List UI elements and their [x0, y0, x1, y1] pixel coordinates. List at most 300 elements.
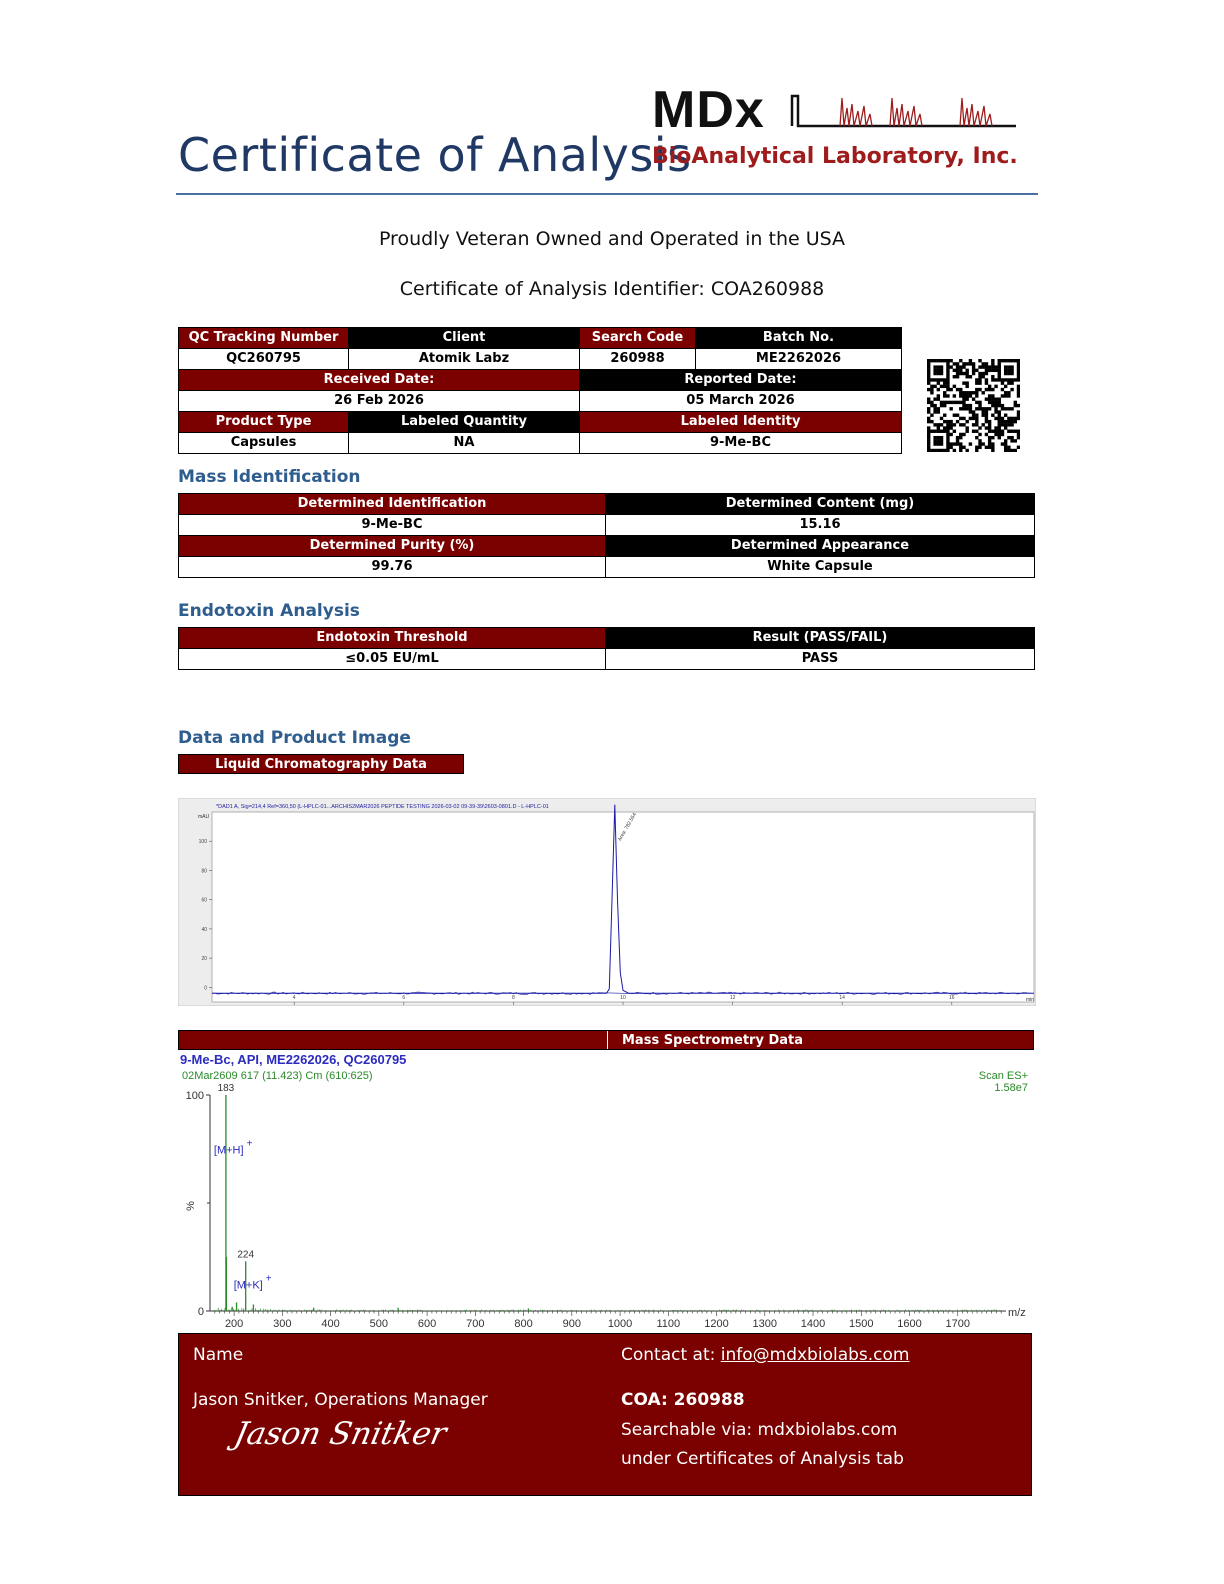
qr-module	[937, 436, 940, 439]
qr-module	[998, 401, 1001, 404]
qr-module	[930, 449, 933, 452]
qr-module	[985, 362, 988, 365]
labeled-quantity-label: Labeled Quantity	[349, 412, 580, 433]
ms-x-tick-label: 1400	[800, 1318, 826, 1330]
qr-module	[956, 442, 959, 445]
qr-module	[978, 401, 981, 404]
reported-date-value: 05 March 2026	[580, 391, 902, 412]
qr-module	[988, 385, 991, 388]
qr-module	[972, 417, 975, 420]
mass-identification-heading: Mass Identification	[178, 467, 361, 487]
qr-module	[972, 365, 975, 368]
coa-identifier: Certificate of Analysis Identifier: COA260988	[399, 278, 825, 300]
qr-module	[988, 401, 991, 404]
qr-module	[1010, 359, 1013, 362]
qr-module	[994, 407, 997, 410]
qr-module	[949, 359, 952, 362]
qr-module	[943, 449, 946, 452]
qr-module	[927, 410, 930, 413]
qr-module	[1007, 372, 1010, 375]
qr-module	[946, 394, 949, 397]
qr-module	[937, 423, 940, 426]
qr-module	[965, 391, 968, 394]
qr-module	[962, 365, 965, 368]
qr-module	[985, 407, 988, 410]
ms-x-tick-label: 700	[466, 1318, 485, 1330]
qr-module	[956, 372, 959, 375]
qr-module	[940, 359, 943, 362]
qr-module	[985, 410, 988, 413]
qr-module	[988, 442, 991, 445]
qr-module	[991, 394, 994, 397]
determined-content-value: 15.16	[606, 515, 1035, 536]
qr-module	[978, 446, 981, 449]
qr-module	[978, 378, 981, 381]
qr-module	[959, 436, 962, 439]
qr-module	[985, 426, 988, 429]
qr-module	[956, 388, 959, 391]
qr-module	[985, 372, 988, 375]
qr-module	[953, 369, 956, 372]
qr-module	[1017, 404, 1020, 407]
qr-module	[927, 439, 930, 442]
qr-module	[953, 423, 956, 426]
ms-y-axis-label: %	[185, 1201, 197, 1211]
qr-module	[978, 433, 981, 436]
ms-y-tick-label: 100	[185, 1090, 204, 1102]
qr-module	[1017, 385, 1020, 388]
lc-chromatogram-chart	[178, 798, 1036, 1006]
contact-line	[621, 1345, 909, 1365]
qr-module	[1001, 417, 1004, 420]
qr-module	[991, 442, 994, 445]
qr-module	[1007, 394, 1010, 397]
qr-module	[965, 449, 968, 452]
qr-module	[1004, 394, 1007, 397]
qr-module	[930, 385, 933, 388]
qr-module	[946, 378, 949, 381]
qr-module	[1010, 423, 1013, 426]
qr-module	[927, 401, 930, 404]
qr-module	[1017, 394, 1020, 397]
ms-x-tick-label: 600	[417, 1318, 437, 1330]
qr-module	[998, 365, 1001, 368]
qr-module	[975, 423, 978, 426]
qr-module	[959, 446, 962, 449]
lc-x-tick-label: 14	[839, 995, 845, 1001]
qr-module	[1001, 394, 1004, 397]
qr-module	[933, 404, 936, 407]
qr-module	[988, 420, 991, 423]
qr-module	[959, 407, 962, 410]
qr-module	[1001, 381, 1004, 384]
qr-module	[1001, 442, 1004, 445]
qr-module	[962, 394, 965, 397]
sample-info-table	[178, 327, 902, 454]
qr-module	[937, 365, 940, 368]
qr-module	[982, 442, 985, 445]
ms-x-tick-label: 1700	[945, 1318, 970, 1330]
coa-number: COA: 260988	[621, 1390, 745, 1410]
qr-module	[927, 446, 930, 449]
ms-x-tick-label: 1100	[656, 1318, 681, 1330]
qr-module	[933, 378, 936, 381]
qr-module	[1010, 430, 1013, 433]
qr-module	[988, 436, 991, 439]
qr-module	[956, 362, 959, 365]
qr-module	[975, 436, 978, 439]
endotoxin-threshold-label: Endotoxin Threshold	[179, 628, 606, 649]
qr-module	[1017, 430, 1020, 433]
qr-module	[969, 362, 972, 365]
qr-module	[927, 362, 930, 365]
qr-module	[1017, 436, 1020, 439]
qr-module	[1010, 378, 1013, 381]
qr-module	[988, 423, 991, 426]
ms-x-tick-label: 800	[514, 1318, 533, 1330]
signer-name: Jason Snitker, Operations Manager	[193, 1390, 488, 1410]
qr-module	[959, 359, 962, 362]
qr-module	[943, 381, 946, 384]
batch-label: Batch No.	[696, 328, 902, 349]
qr-module	[972, 369, 975, 372]
qr-module	[988, 394, 991, 397]
qr-module	[1001, 420, 1004, 423]
qr-module	[943, 385, 946, 388]
qr-module	[959, 372, 962, 375]
qr-module	[949, 365, 952, 368]
qr-module	[962, 404, 965, 407]
qr-module	[943, 420, 946, 423]
qr-module	[975, 407, 978, 410]
qr-module	[1014, 359, 1017, 362]
qr-module	[949, 407, 952, 410]
qr-module	[998, 430, 1001, 433]
qr-module	[969, 359, 972, 362]
ms-x-tick-label: 300	[273, 1318, 292, 1330]
qr-module	[969, 442, 972, 445]
lc-y-tick-label: 0	[204, 985, 207, 992]
qr-module	[975, 417, 978, 420]
qr-module	[978, 442, 981, 445]
lc-x-unit: min	[1026, 997, 1035, 1003]
qr-module	[953, 362, 956, 365]
qr-module	[940, 372, 943, 375]
qr-module	[930, 414, 933, 417]
qr-module	[940, 449, 943, 452]
qr-module	[969, 394, 972, 397]
batch-value: ME2262026	[696, 349, 902, 370]
qr-module	[927, 430, 930, 433]
qr-module	[956, 369, 959, 372]
qr-module	[927, 397, 930, 400]
determined-appearance-label: Determined Appearance	[606, 536, 1035, 557]
qr-module	[998, 414, 1001, 417]
qr-module	[933, 397, 936, 400]
endotoxin-result-value: PASS	[606, 649, 1035, 670]
coa-tab-hint: under Certificates of Analysis tab	[621, 1449, 904, 1469]
lc-y-unit: mAU	[198, 814, 210, 820]
qr-module	[998, 417, 1001, 420]
qr-module	[998, 426, 1001, 429]
ms-x-tick-label: 1000	[607, 1318, 633, 1330]
lc-x-tick-label: 8	[512, 995, 515, 1001]
qr-module	[982, 423, 985, 426]
qr-module	[937, 372, 940, 375]
qr-module	[998, 420, 1001, 423]
qr-module	[956, 401, 959, 404]
qr-module	[930, 430, 933, 433]
qr-module	[962, 423, 965, 426]
qr-module	[1007, 381, 1010, 384]
qr-module	[930, 391, 933, 394]
qr-module	[1010, 388, 1013, 391]
qr-module	[946, 401, 949, 404]
qr-module	[978, 375, 981, 378]
qr-module	[1007, 449, 1010, 452]
qr-module	[985, 388, 988, 391]
qr-module	[946, 433, 949, 436]
qr-module	[1010, 436, 1013, 439]
qr-module	[1001, 407, 1004, 410]
qr-module	[975, 430, 978, 433]
qr-module	[930, 401, 933, 404]
qr-module	[1004, 439, 1007, 442]
qr-module	[985, 417, 988, 420]
logo-chromatogram-icon	[790, 86, 1020, 132]
qr-module	[991, 449, 994, 452]
qr-module	[991, 369, 994, 372]
determined-appearance-value: White Capsule	[606, 557, 1035, 578]
qr-module	[965, 407, 968, 410]
qr-module	[1004, 385, 1007, 388]
qr-module	[953, 430, 956, 433]
qr-module	[985, 414, 988, 417]
qr-module	[1004, 365, 1007, 368]
qr-module	[991, 388, 994, 391]
qr-module	[975, 381, 978, 384]
qr-module	[965, 385, 968, 388]
qr-module	[962, 391, 965, 394]
qr-module	[998, 423, 1001, 426]
qr-module	[946, 388, 949, 391]
qr-module	[975, 391, 978, 394]
qr-module	[988, 397, 991, 400]
qr-module	[940, 369, 943, 372]
qr-module	[1014, 430, 1017, 433]
qr-module	[943, 378, 946, 381]
lc-data-label: Liquid Chromatography Data	[178, 754, 464, 774]
qr-module	[978, 439, 981, 442]
qr-module	[930, 388, 933, 391]
reported-date-label: Reported Date:	[580, 370, 902, 391]
qr-module	[933, 410, 936, 413]
endotoxin-result-label: Result (PASS/FAIL)	[606, 628, 1035, 649]
qr-module	[933, 385, 936, 388]
qr-module	[937, 359, 940, 362]
qr-module	[998, 397, 1001, 400]
qr-module	[972, 410, 975, 413]
qr-module	[930, 359, 933, 362]
qr-module	[965, 404, 968, 407]
ms-chart-subtitle: 02Mar2609 617 (11.423) Cm (610:625)	[182, 1070, 373, 1082]
qr-module	[940, 430, 943, 433]
qr-module	[994, 365, 997, 368]
qr-module	[982, 375, 985, 378]
qr-module	[965, 369, 968, 372]
qr-module	[1007, 391, 1010, 394]
qr-module	[933, 430, 936, 433]
qr-module	[949, 426, 952, 429]
qr-module	[962, 401, 965, 404]
qr-module	[969, 391, 972, 394]
qr-module	[998, 433, 1001, 436]
ms-y-tick-label: 0	[197, 1306, 204, 1318]
qr-module	[962, 446, 965, 449]
qr-module	[985, 420, 988, 423]
labeled-identity-value: 9-Me-BC	[580, 433, 902, 454]
qr-module	[949, 401, 952, 404]
qr-module	[972, 372, 975, 375]
qr-module	[933, 369, 936, 372]
qr-module	[978, 404, 981, 407]
qr-module	[988, 365, 991, 368]
qr-module	[1017, 446, 1020, 449]
qr-module	[927, 433, 930, 436]
qr-module	[937, 407, 940, 410]
qr-module	[1017, 369, 1020, 372]
qr-module	[994, 430, 997, 433]
qr-module	[1010, 372, 1013, 375]
qr-module	[1004, 369, 1007, 372]
qr-module	[962, 397, 965, 400]
determined-purity-label: Determined Purity (%)	[179, 536, 606, 557]
qr-module	[937, 426, 940, 429]
qr-module	[949, 433, 952, 436]
qr-module	[1010, 407, 1013, 410]
qr-module	[940, 442, 943, 445]
contact-email-link[interactable]: info@mdxbiolabs.com	[720, 1345, 910, 1365]
qr-module	[1010, 381, 1013, 384]
qr-module	[937, 410, 940, 413]
qr-module	[972, 391, 975, 394]
qr-module	[937, 394, 940, 397]
qr-module	[956, 414, 959, 417]
qr-module	[940, 404, 943, 407]
labeled-quantity-value: NA	[349, 433, 580, 454]
ms-ion-charge: +	[265, 1273, 272, 1285]
qr-module	[959, 433, 962, 436]
qr-module	[1001, 378, 1004, 381]
mass-identification-table	[178, 493, 1035, 578]
qr-module	[991, 362, 994, 365]
client-value: Atomik Labz	[349, 349, 580, 370]
qr-module	[943, 401, 946, 404]
qr-module	[940, 439, 943, 442]
qr-module	[978, 426, 981, 429]
qr-module	[927, 369, 930, 372]
qr-module	[949, 420, 952, 423]
qr-module	[943, 414, 946, 417]
qr-module	[962, 417, 965, 420]
qr-module	[927, 407, 930, 410]
qr-module	[937, 397, 940, 400]
qr-module	[994, 426, 997, 429]
qr-module	[1004, 426, 1007, 429]
qr-module	[985, 397, 988, 400]
contact-prefix: Contact at:	[621, 1345, 721, 1365]
qr-module	[982, 391, 985, 394]
qr-module	[969, 407, 972, 410]
qr-module	[959, 365, 962, 368]
qr-module	[933, 449, 936, 452]
qr-module	[975, 388, 978, 391]
qr-module	[946, 430, 949, 433]
qr-module	[1001, 404, 1004, 407]
qr-module	[1010, 365, 1013, 368]
determined-identification-label: Determined Identification	[179, 494, 606, 515]
qr-module	[940, 423, 943, 426]
qr-module	[1017, 365, 1020, 368]
ms-ion-annotation: [M+K]	[233, 1279, 263, 1292]
qr-module	[956, 420, 959, 423]
qr-module	[953, 394, 956, 397]
page-title: Certificate of Analysis	[178, 128, 692, 182]
qr-module	[943, 391, 946, 394]
endotoxin-threshold-value: ≤0.05 EU/mL	[179, 649, 606, 670]
qr-module	[1004, 359, 1007, 362]
qr-module	[1017, 362, 1020, 365]
qr-module	[975, 449, 978, 452]
lc-y-tick-label: 40	[201, 926, 207, 933]
qr-module	[972, 362, 975, 365]
qr-module	[988, 407, 991, 410]
qr-module	[959, 401, 962, 404]
lc-x-tick-label: 10	[620, 995, 626, 1001]
qr-module	[946, 369, 949, 372]
qr-module	[972, 423, 975, 426]
qr-module	[959, 417, 962, 420]
qr-module	[965, 381, 968, 384]
qr-module	[1004, 446, 1007, 449]
qr-module	[946, 372, 949, 375]
qr-module	[1004, 423, 1007, 426]
determined-purity-value: 99.76	[179, 557, 606, 578]
data-section-heading: Data and Product Image	[178, 728, 411, 748]
qc-tracking-value: QC260795	[179, 349, 349, 370]
qr-module	[956, 375, 959, 378]
ms-data-label: Mass Spectrometry Data	[607, 1031, 1033, 1049]
qr-module	[982, 410, 985, 413]
qr-module	[975, 420, 978, 423]
qr-module	[956, 439, 959, 442]
qr-module	[975, 369, 978, 372]
qr-module	[978, 381, 981, 384]
qr-module	[965, 375, 968, 378]
qr-module	[927, 381, 930, 384]
qr-module	[969, 417, 972, 420]
qr-module	[978, 407, 981, 410]
received-date-value: 26 Feb 2026	[179, 391, 580, 412]
qr-module	[946, 420, 949, 423]
qr-module	[946, 442, 949, 445]
qr-module	[937, 378, 940, 381]
qr-module	[940, 401, 943, 404]
qr-module	[982, 414, 985, 417]
qr-module	[946, 423, 949, 426]
lc-peak-area-label: Area: 782.554	[617, 812, 638, 843]
qr-module	[1017, 391, 1020, 394]
